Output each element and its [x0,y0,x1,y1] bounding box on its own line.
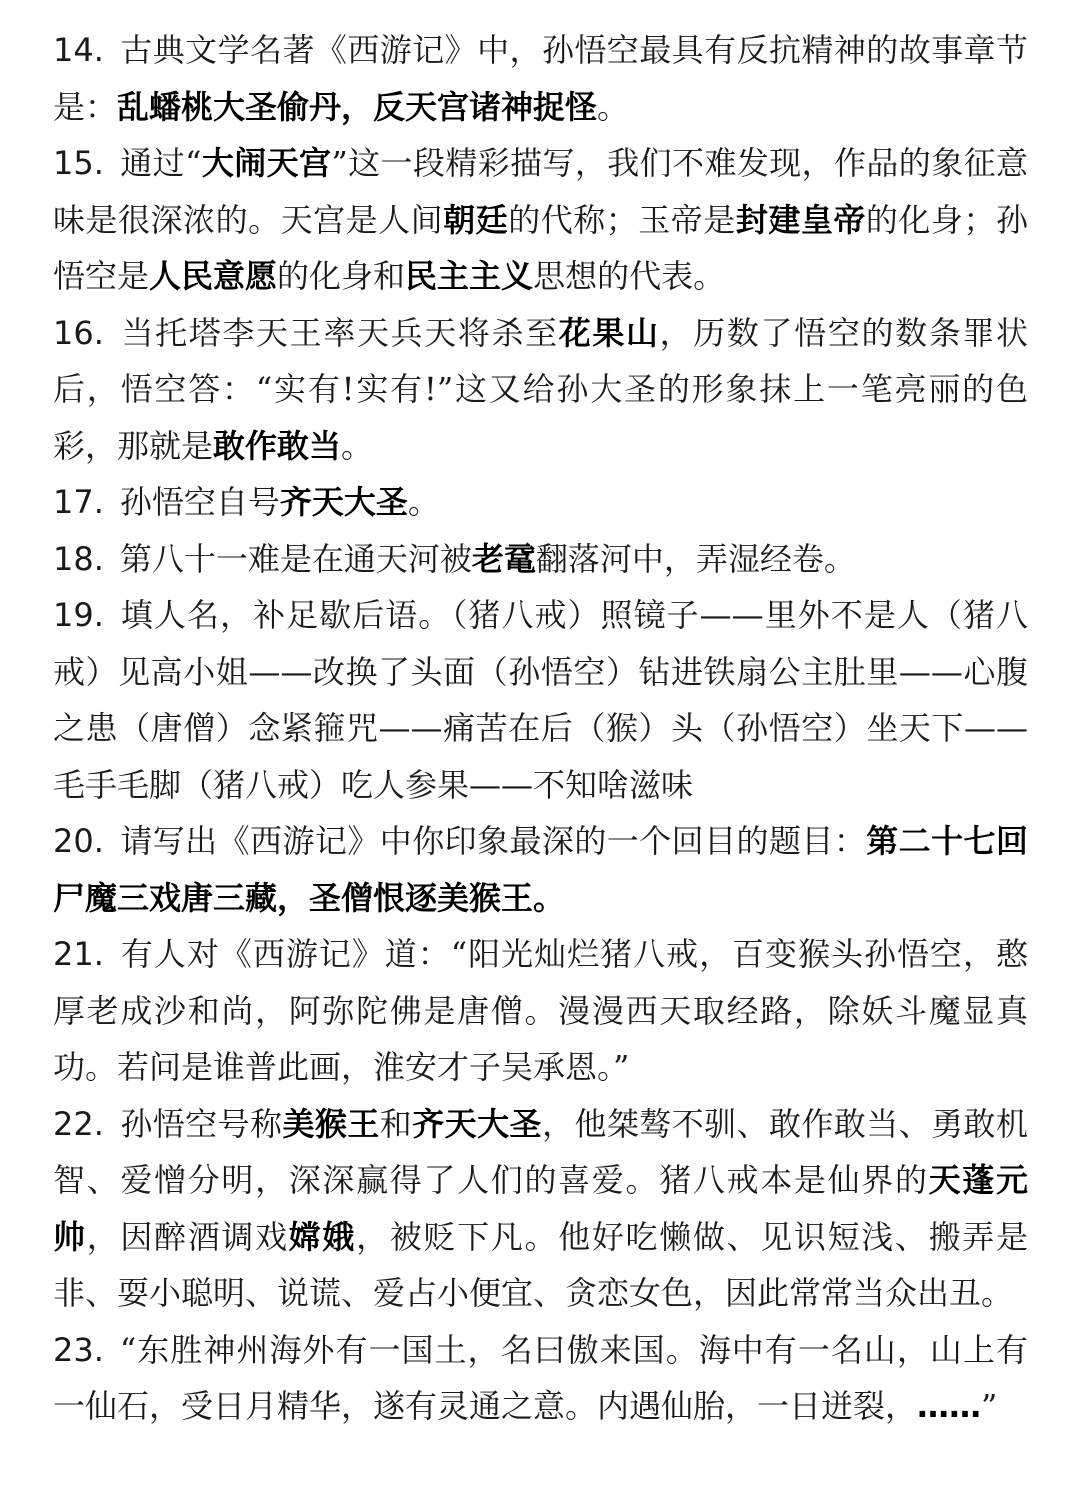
question-number: 21. [53,935,104,973]
answer-highlight: 美猴王 [282,1104,380,1143]
question-text [53,1331,1028,1426]
text-segment: 请写出《西游记》中你印象最深的一个回目的题目： [119,822,867,860]
answer-highlight: 人民意愿 [149,257,278,295]
answer-highlight: 封建皇帝 [735,200,866,239]
answer-highlight: 天蓬元帅 [53,1161,1028,1256]
question-text [120,483,440,521]
question-text [53,596,1028,804]
text-segment: ”这一段精彩描写，我们不难发现，作品的象征意味是很深浓的。天宫是人间 [53,144,1028,239]
answer-highlight: 朝廷 [443,200,509,239]
question-number: 19. [53,596,104,634]
question-item [53,1096,1028,1322]
answer-highlight: 齐天大圣 [279,483,408,521]
text-segment: 的化身和 [277,257,406,295]
question-number: 20. [53,822,104,860]
text-segment: ，因醉酒调戏 [86,1217,289,1256]
question-item [53,813,1028,926]
answer-highlight: 第二十七回尸魔三戏唐三藏，圣僧恨逐美猴王。 [53,822,1028,917]
text-segment: 的化身；孙悟空是 [53,200,1028,295]
text-segment: 孙悟空号称 [119,1104,283,1143]
text-segment: ，他桀骜不驯、敢作敢当、勇敢机智、爱憎分明，深深赢得了人们的喜爱。猪八戒本是仙界的 [53,1104,1028,1199]
question-text [53,935,1028,1086]
question-text [53,314,1028,465]
question-text [53,31,1028,126]
question-number: 16. [53,313,104,352]
text-segment: ，历数了悟空的数条罪状后，悟空答：“实有!实有!”这又给孙大圣的形象抹上一笔亮丽的色彩，那就是 [53,313,1028,465]
question-number: 17. [53,483,104,521]
answer-highlight: 大闹天宫 [201,144,332,182]
question-item [53,531,1028,588]
question-item [53,135,1028,305]
question-text [53,1105,1028,1313]
question-number: 18. [53,539,104,578]
answer-highlight: 老鼋 [471,539,536,578]
question-number: 14. [53,31,104,69]
answer-highlight: 齐天大圣 [412,1104,542,1143]
question-item [53,22,1028,135]
answer-highlight: 民主主义 [405,257,534,295]
text-segment: 翻落河中，弄湿经卷。 [535,539,856,578]
text-segment: 和 [379,1104,413,1143]
question-item [53,305,1028,475]
answer-highlight: 花果山 [558,313,660,352]
text-segment: 。 [597,87,630,126]
text-segment: 孙悟空自号 [119,483,280,521]
question-number: 22. [53,1104,104,1143]
text-segment: 有人对《西游记》道：“阳光灿烂猪八戒，百变猴头孙悟空，憨厚老成沙和尚，阿弥陀佛是唐僧。漫漫西天取经路，除妖斗魔显真功。若问是谁普此画，淮安才子吴承恩。” [53,935,1028,1086]
text-segment: 。 [341,426,374,465]
text-segment: 填人名，补足歇后语。（猪八戒）照镜子——里外不是人（猪八戒）见高小姐——改换了头面（孙悟空）钻进铁扇公主肚里——心腹之患（唐僧）念紧箍咒——痛苦在后（猴）头（孙悟空）坐天下——毛手毛脚（猪八戒）吃人参果——不知啥滋味 [53,596,1028,804]
question-text [53,144,1028,295]
text-segment: 通过“ [119,144,202,182]
question-item [53,474,1028,531]
question-number: 15. [53,144,104,182]
text-segment: 当托塔李天王率天兵天将杀至 [119,313,559,352]
text-segment: 。 [407,483,440,521]
text-segment: 古典文学名著《西游记》中，孙悟空最具有反抗精神的故事章节是： [53,31,1028,126]
text-segment: “东胜神州海外有一国土，名曰傲来国。海中有一名山，山上有一仙石，受日月精华，遂有灵通之意。内遇仙胎，一日迸裂， [53,1330,1028,1425]
question-item [53,587,1028,813]
text-segment: 第八十一难是在通天河被 [119,539,472,578]
question-item [53,1322,1028,1435]
text-segment: 的代称；玉帝是 [508,200,736,239]
answer-highlight: 乱蟠桃大圣偷丹，反天宫诸神捉怪 [117,87,598,126]
text-segment: ，被贬下凡。他好吃懒做、见识短浅、搬弄是非、耍小聪明、说谎、爱占小便宜、贪恋女色，因此常常当众出丑。 [53,1217,1028,1312]
answer-highlight: …… [917,1387,982,1425]
answer-highlight: 嫦娥 [288,1217,357,1256]
question-item [53,926,1028,1096]
question-text [120,540,856,578]
text-segment: ” [981,1387,998,1425]
question-text [53,822,1028,917]
answer-highlight: 敢作敢当 [213,426,342,465]
question-number: 23. [53,1330,104,1369]
text-segment: 思想的代表。 [533,257,726,295]
